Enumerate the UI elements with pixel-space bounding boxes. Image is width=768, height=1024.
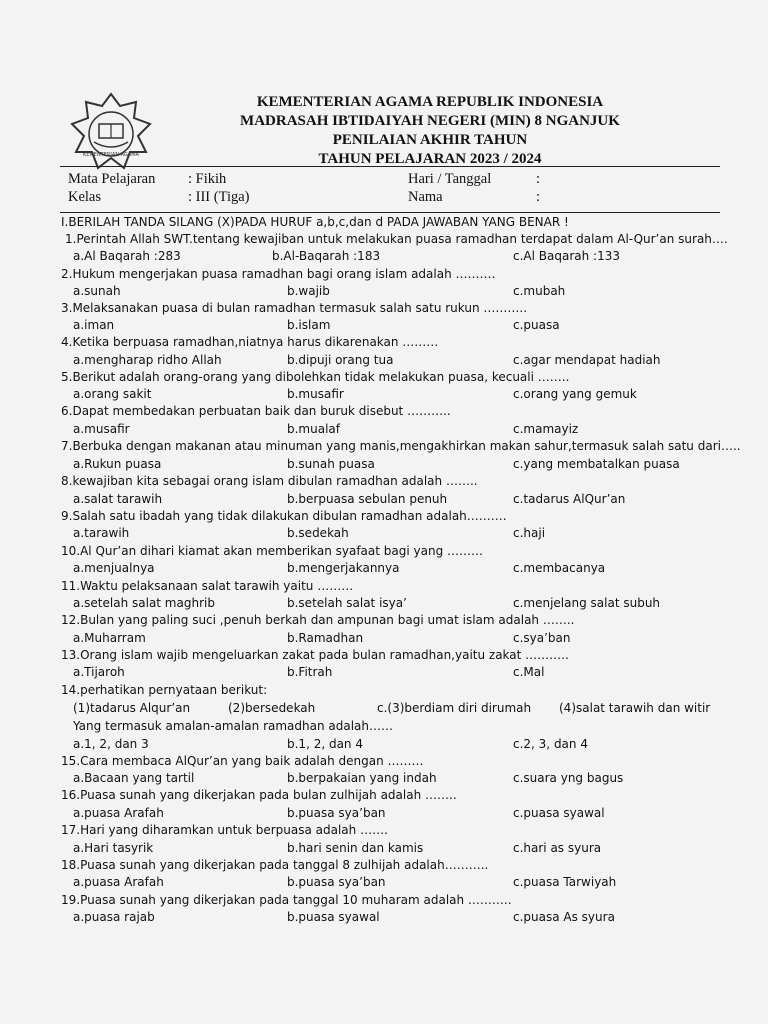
option-b: b.setelah salat isya’ — [287, 596, 407, 610]
option-c: c.Mal — [513, 665, 545, 679]
subject-value: : Fikih — [188, 171, 227, 187]
option-c: c.mamayiz — [513, 422, 579, 436]
option-a: a.Tijaroh — [73, 665, 125, 679]
option-b: b.musafir — [287, 387, 344, 401]
option-b: b.berpakaian yang indah — [287, 771, 437, 785]
kemenag-logo — [68, 92, 154, 172]
statement-2: (2)bersedekah — [228, 701, 316, 715]
option-a: a.Al Baqarah :283 — [73, 249, 181, 263]
option-c: c.membacanya — [513, 561, 606, 575]
option-b: b.mualaf — [287, 422, 340, 436]
option-b: b.puasa sya’ban — [287, 875, 386, 889]
option-c: c.menjelang salat subuh — [513, 596, 661, 610]
option-b: b.dipuji orang tua — [287, 353, 394, 367]
option-a: a.tarawih — [73, 526, 130, 540]
option-a: a.menjualnya — [73, 561, 155, 575]
date-value: : — [536, 171, 541, 187]
name-label: Nama — [408, 189, 443, 205]
option-a: a.setelah salat maghrib — [73, 596, 215, 610]
option-a: a.sunah — [73, 284, 121, 298]
option-c: c.puasa syawal — [513, 806, 605, 820]
option-b: b.puasa syawal — [287, 910, 380, 924]
option-c: c.mubah — [513, 284, 566, 298]
option-b: b.sedekah — [287, 526, 349, 540]
option-b: b.hari senin dan kamis — [287, 841, 424, 855]
class-value: : III (Tiga) — [188, 189, 250, 205]
option-a: a.mengharap ridho Allah — [73, 353, 222, 367]
svg-text:KEMENTERIAN AGAMA: KEMENTERIAN AGAMA — [83, 152, 139, 158]
school-header — [180, 93, 680, 169]
class-label: Kelas — [68, 189, 102, 205]
statement-1: (1)tadarus Alqur’an — [73, 701, 191, 715]
instruction: I.BERILAH TANDA SILANG (X)PADA HURUF a,b,c,dan d PADA JAWABAN YANG BENAR ! — [61, 215, 569, 229]
option-c: c.tadarus AlQur’an — [513, 492, 626, 506]
name-value: : — [536, 189, 541, 205]
statement-3: c.(3)berdiam diri dirumah — [377, 701, 532, 715]
option-b: b.wajib — [287, 284, 330, 298]
option-c: c.puasa — [513, 318, 560, 332]
option-b: b.puasa sya’ban — [287, 806, 386, 820]
option-a: a.Hari tasyrik — [73, 841, 154, 855]
statement-4: (4)salat tarawih dan witir — [559, 701, 711, 715]
subject-label: Mata Pelajaran — [68, 171, 156, 187]
option-c: c.haji — [513, 526, 546, 540]
option-a: a.puasa Arafah — [73, 875, 164, 889]
option-a: a.salat tarawih — [73, 492, 163, 506]
option-b: b.berpuasa sebulan penuh — [287, 492, 448, 506]
option-a: a.Bacaan yang tartil — [73, 771, 195, 785]
option-c: c.sya’ban — [513, 631, 571, 645]
option-a: a.iman — [73, 318, 115, 332]
option-a: a.Muharram — [73, 631, 146, 645]
option-b: b.islam — [287, 318, 331, 332]
academic-year: TAHUN PELAJARAN 2023 / 2024 — [318, 151, 542, 167]
option-a: a.musafir — [73, 422, 130, 436]
option-a: a.orang sakit — [73, 387, 152, 401]
option-c: c.agar mendapat hadiah — [513, 353, 661, 367]
option-c: c.orang yang gemuk — [513, 387, 637, 401]
option-b: b.Ramadhan — [287, 631, 364, 645]
option-a: a.Rukun puasa — [73, 457, 162, 471]
option-b: b.Fitrah — [287, 665, 333, 679]
option-c: c.puasa As syura — [513, 910, 615, 924]
student-info — [60, 166, 720, 213]
option-c: c.yang membatalkan puasa — [513, 457, 680, 471]
option-b: b.1, 2, dan 4 — [287, 737, 363, 751]
option-c: c.suara yng bagus — [513, 771, 624, 785]
option-c: c.hari as syura — [513, 841, 602, 855]
date-label: Hari / Tanggal — [408, 171, 492, 187]
option-c: c.puasa Tarwiyah — [513, 875, 617, 889]
option-c: c.Al Baqarah :133 — [513, 249, 620, 263]
exam-page: KEMENTERIAN AGAMA KEMENTERIAN AGAMA REPUBLIK INDONESIA MADRASAH IBTIDAIYAH NEGERI (MIN) 8 NGANJUK PENILAIAN AKHIR TAHUN TAHUN PELAJARAN 2023 / 2024 Mata Pelajaran : Fikih Hari / Tanggal : Kelas : III (Tiga) Nama : I.BERILAH TANDA SILANG (X)PADA HURUF a,b,c,dan d PADA JAWABAN YANG BENAR ! 1.Perintah Allah SWT.tentang kewajiban untuk melakukan puasa ramadhan terdapat dalam Al-Qur’an surah…. a.Al Baqarah :283 b.Al-Baqarah :183 c.Al Baqarah :133 2.Hukum mengerjakan puasa ramadhan bagi orang islam adalah ………. a.sunah b.wajib c.mubah 3.Melaksanakan puasa di bulan ramadhan termasuk salah satu rukun ……….. a.iman b.islam c.puasa 4.Ketika berpuasa ramadhan,niatnya harus dikarenakan ……… a.mengharap ridho Allah b.dipuji orang tua c.agar mendapat hadiah 5.Berikut adalah orang-orang yang dibolehkan tidak melakukan puasa, kecuali …….. a.orang sakit b.musafir c.orang yang gemuk 6.Dapat membedakan perbuatan baik dan buruk disebut ……….. a.musafir b.mualaf c.mamayiz 7.Berbuka dengan makanan atau minuman yang manis,mengakhirkan makan sahur,termasuk salah satu dari….. a.Rukun puasa b.sunah puasa c.yang membatalkan puasa 8.kewajiban kita sebagai orang islam dibulan ramadhan adalah …….. a.salat tarawih b.berpuasa sebulan penuh c.tadarus AlQur’an 9.Salah satu ibadah yang tidak dilakukan dibulan ramadhan adalah………. a.tarawih b.sedekah c.haji 10.Al Qur’an dihari kiamat akan memberikan syafaat bagi yang ……… a.menjualnya b.mengerjakannya c.membacanya 11.Waktu pelaksanaan salat tarawih yaitu ……… a.setelah salat maghrib b.setelah salat isya’ c.menjelang salat subuh 12.Bulan yang paling suci ,penuh berkah dan ampunan bagi umat islam adalah …….. a.Muharram b.Ramadhan c.sya’ban 13.Orang islam wajib mengeluarkan zakat pada bulan ramadhan,yaitu zakat ……….. a.Tijaroh b.Fitrah c.Mal 14.perhatikan pernyataan berikut: (1)tadarus Alqur’an (2)bersedekah c.(3)berdiam diri dirumah (4)salat tarawih dan witir Yang termasuk amalan-amalan ramadhan adalah…… a.1, 2, dan 3 b.1, 2, dan 4 c.2, 3, dan 4 15.Cara membaca AlQur’an yang baik adalah dengan ……… a.Bacaan yang tartil b.berpakaian yang indah c.suara yng bagus 16.Puasa sunah yang dikerjakan pada bulan zulhijah adalah …….. a.puasa Arafah b.puasa sya’ban c.puasa syawal 17.Hari yang diharamkan untuk berpuasa adalah ……. a.Hari tasyrik b.hari senin dan kamis c.hari as syura 18.Puasa sunah yang dikerjakan pada tanggal 8 zulhijah adalah……….. a.puasa Arafah b.puasa sya’ban c.puasa Tarwiyah 19.Puasa sunah yang dikerjakan pada tanggal 10 muharam adalah ……….. a.puasa rajab b.puasa syawal c.puasa As syura — [0, 0, 768, 1024]
ministry-title: KEMENTERIAN AGAMA REPUBLIK INDONESIA — [256, 94, 604, 110]
option-b: b.sunah puasa — [287, 457, 375, 471]
school-name: MADRASAH IBTIDAIYAH NEGERI (MIN) 8 NGANJUK — [240, 113, 620, 129]
option-a: a.puasa rajab — [73, 910, 155, 924]
option-b: b.Al-Baqarah :183 — [272, 249, 381, 263]
option-c: c.2, 3, dan 4 — [513, 737, 588, 751]
exam-title: PENILAIAN AKHIR TAHUN — [332, 132, 528, 148]
option-b: b.mengerjakannya — [287, 561, 400, 575]
option-a: a.puasa Arafah — [73, 806, 164, 820]
option-a: a.1, 2, dan 3 — [73, 737, 149, 751]
